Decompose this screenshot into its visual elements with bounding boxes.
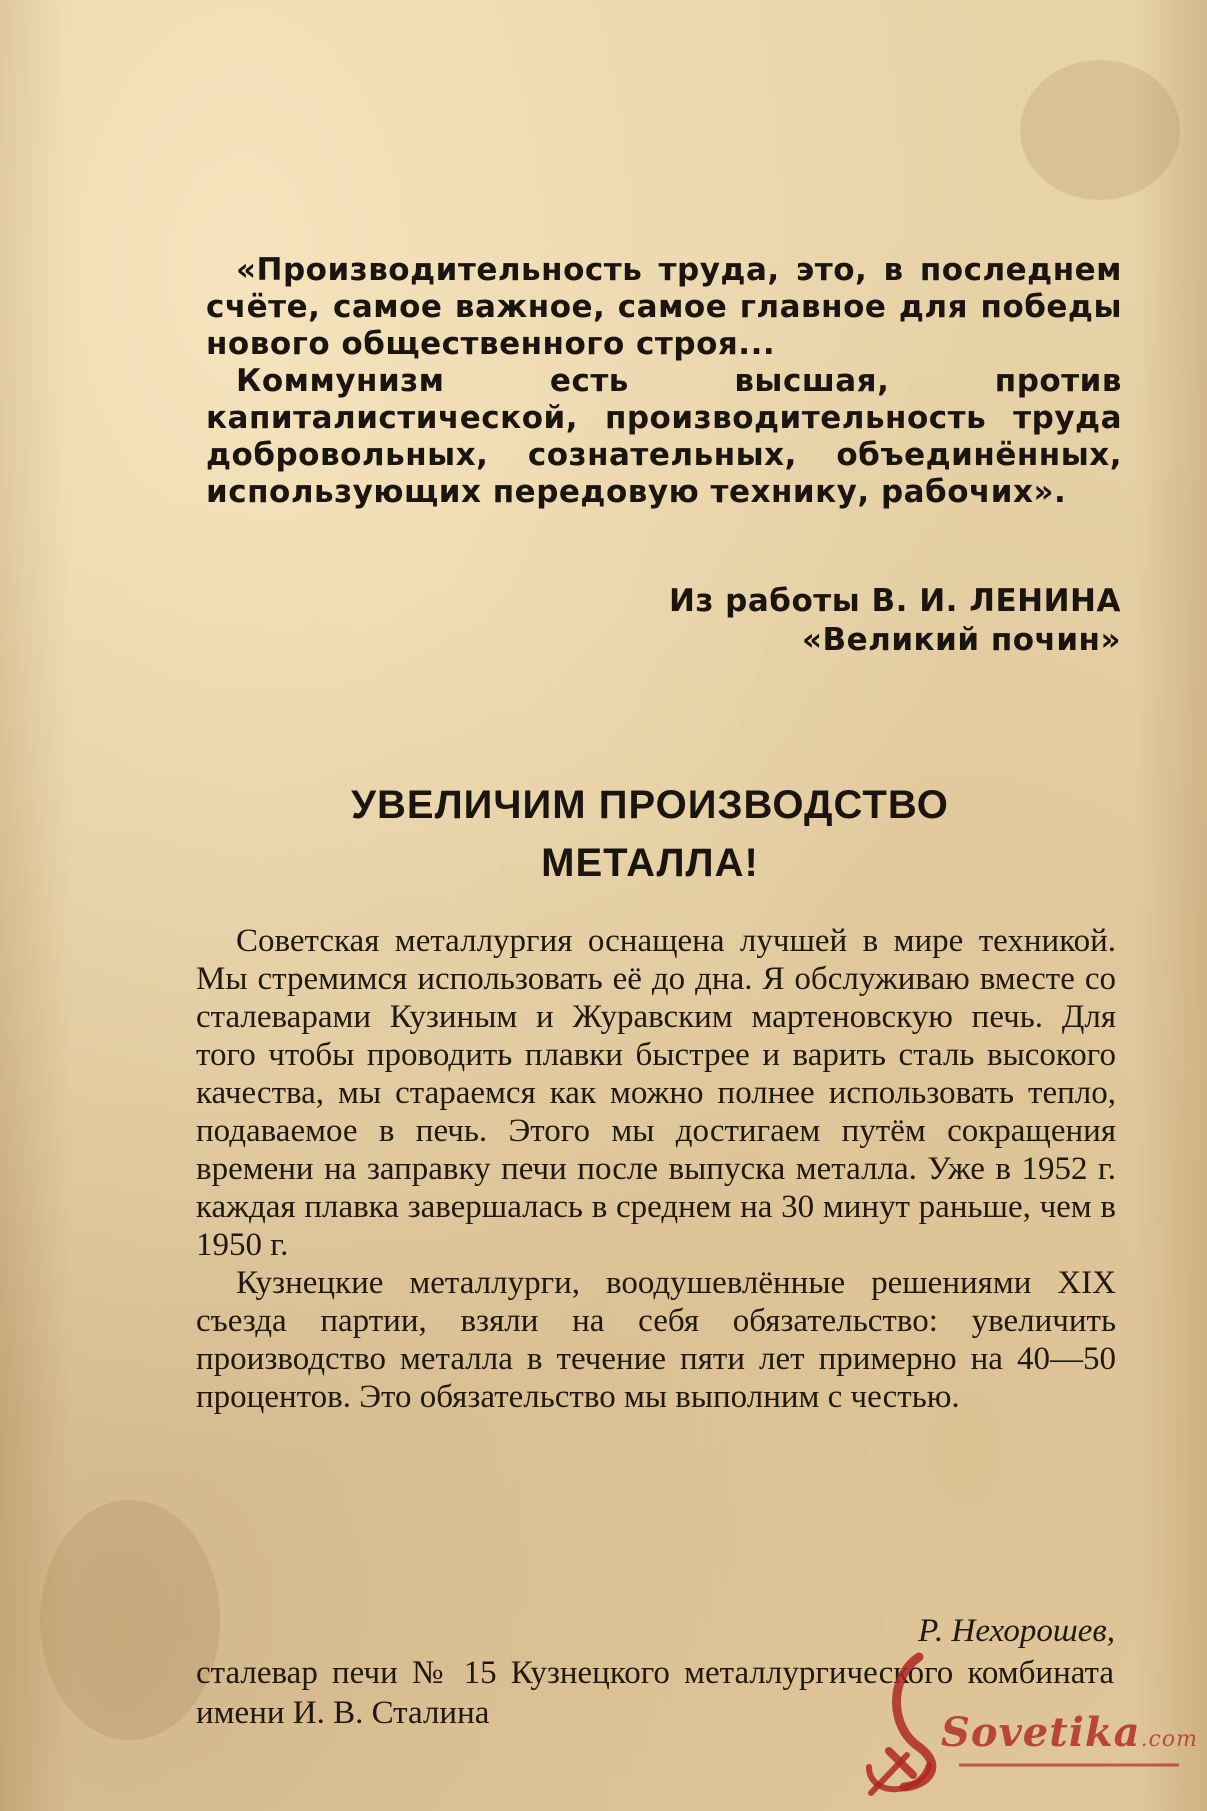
quote-paragraph: «Производительность труда, это, в последнем счёте, самое важное, самое главное для победы нового общественного строя... [206, 252, 1122, 362]
quote-attribution [421, 582, 1121, 660]
quote-paragraph: Коммунизм есть высшая, против капиталистической, производительность труда добровольных, сознательных, объединённых, использующих передовую технику, рабочих». [206, 363, 1122, 510]
paper-stain [40, 1500, 220, 1740]
headline-line: МЕТАЛЛА! [541, 841, 759, 885]
author-position-text: сталевар печи № 15 Кузнецкого металлургического комбината имени И. В. Сталина [196, 1655, 1114, 1731]
article-headline [200, 776, 1100, 892]
attribution-author: Из работы В. И. ЛЕНИНА [668, 583, 1121, 619]
watermark-name: Sovetika [941, 1709, 1141, 1756]
paper-stain [1020, 60, 1180, 200]
article-body [196, 922, 1116, 1416]
article-paragraph: Кузнецкие металлурги, воодушевлённые решениями XIX съезда партии, взяли на себя обязательство: увеличить производство металла в течение пяти лет примерно на 40—50 процентов. Это обязательство мы выполним с честью. [196, 1265, 1116, 1415]
attribution-work: «Великий почин» [801, 622, 1121, 658]
watermark [849, 1647, 1198, 1797]
watermark-text [941, 1709, 1198, 1756]
headline-line: УВЕЛИЧИМ ПРОИЗВОДСТВО [351, 783, 949, 827]
author-signature: Р. Нехорошев, [918, 1613, 1115, 1649]
watermark-domain: .com [1140, 1727, 1198, 1752]
lenin-quote [206, 252, 1122, 511]
article-paragraph: Советская металлургия оснащена лучшей в мире техникой. Мы стремимся использовать её до дна. Я обслуживаю вместе со сталеварами Кузиным и Журавским мартеновскую печь. Для того чтобы проводить плавки быстрее и варить сталь высокого качества, мы стараемся как можно полнее использовать тепло, подаваемое в печь. Этого мы достигаем путём сокращения времени на заправку печи после выпуска металла. Уже в 1952 г. каждая плавка завершалась в среднем на 30 минут раньше, чем в 1950 г. [196, 923, 1116, 1263]
